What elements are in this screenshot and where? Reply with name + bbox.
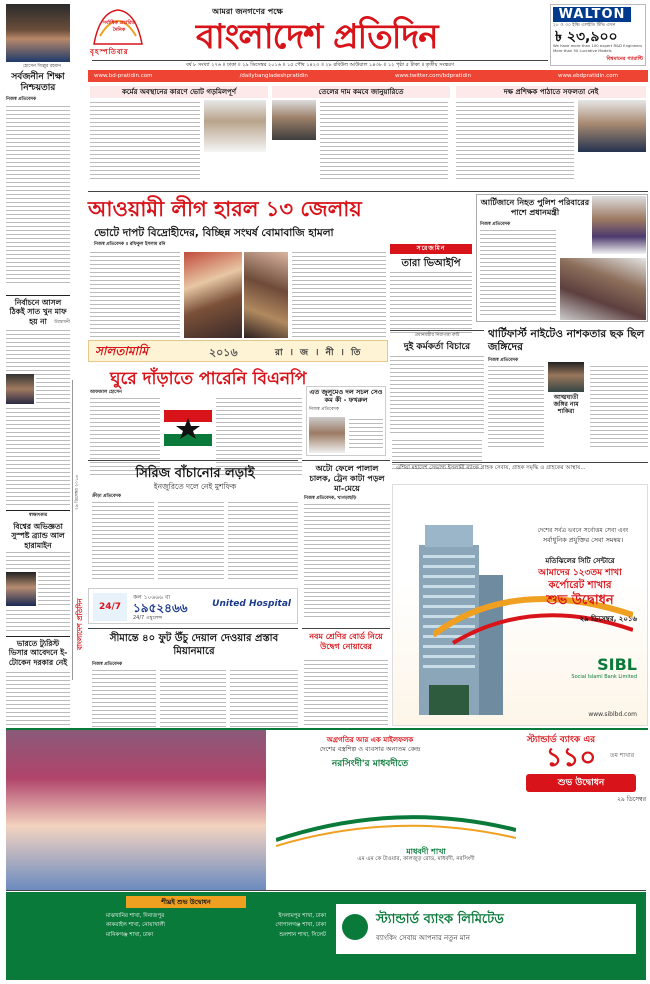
- sibl-right-1: দেশের সর্বত্র ভবনে সর্বোত্তম সেবা এবং: [537, 527, 629, 534]
- std-logo-icon: [342, 914, 368, 940]
- textile-photo: [6, 730, 266, 890]
- sibl-date: ২৯ ডিসেম্বর, ২০১৬: [579, 615, 637, 623]
- left-byline-1: নিজস্ব প্রতিবেদক: [6, 97, 37, 102]
- upcoming-branch-3: কাকরাইল শাখা, নোয়াখালী: [106, 922, 165, 929]
- social-bar: [88, 70, 648, 82]
- walton-note1: We have more than 100 expert R&D Engineers: [553, 42, 643, 48]
- left-byline-2: উদ্বোধনী: [54, 320, 70, 325]
- sibl-brand: SIBL: [597, 655, 637, 674]
- side-date: ২৯ ডিসেম্বর ২০১৬: [75, 475, 80, 510]
- hospital-brand: United Hospital: [212, 599, 291, 609]
- walton-ad[interactable]: [550, 4, 646, 66]
- std-upcoming-list: [106, 912, 326, 940]
- artisan-headline[interactable]: থার্টিফার্স্ট নাইটেও নাশকতার ছক ছিল জঙ্গিদের: [488, 328, 645, 353]
- sibl-ad[interactable]: [392, 484, 648, 726]
- top-strip-head-3[interactable]: দক্ষ প্রশিক্ষক পাঠাতে সফলতা নেই: [456, 86, 646, 98]
- left-body-6: [38, 572, 70, 608]
- lead-body-1: [90, 252, 180, 352]
- lead-photo-1: [184, 252, 242, 338]
- artisan-photo-1: [548, 362, 584, 392]
- left-headline-1[interactable]: সর্বজনীন শিক্ষা নিশ্চয়তার: [11, 72, 65, 93]
- pm-headline[interactable]: আর্টিজানে নিহত পুলিশ পরিবারের পাশে প্রধানমন্ত্রী: [480, 198, 590, 217]
- auto-body: [304, 504, 390, 620]
- left-body-3: [36, 374, 70, 406]
- security-body: [390, 356, 484, 436]
- std-line-3: নরসিংদী'র মাধবদীতে: [331, 759, 409, 769]
- artisan-byline: নিজস্ব প্রতিবেদক: [488, 358, 519, 363]
- sibl-right-4: আমাদের ১২৩তম শাখা: [538, 568, 622, 578]
- web-link[interactable]: www.bd-pratidin.com: [94, 73, 153, 79]
- issue-line: বর্ষ ৮ সংখ্যা ২৭৬ ॥ ঢাকা ॥ ২৯ ডিসেম্বর ২০১৬ ॥ ১৫ পৌষ ১৪২৩ ॥ ২৮ রবিউল আউয়াল ১৪৩৮ ॥ ১২ পৃষ্ঠা ৫ টাকা ॥ তৃতীয় সংস্করণ: [186, 62, 454, 68]
- pm-photo-1: [592, 196, 646, 254]
- auto-byline: নিজস্ব প্রতিবেদক, খাগড়াছড়ি: [304, 496, 357, 501]
- upcoming-branch-5: মানিকগঞ্জ শাখা, ঢাকা: [106, 931, 154, 938]
- left-headline-2[interactable]: নির্বাচনে আসল ঠিকই সাত খুন মাফ হয় না: [9, 298, 67, 326]
- badge-text: সর্বাধিক প্রচারিত দৈনিক: [102, 20, 136, 33]
- twitter-link[interactable]: www.twitter.com/bdpratidin: [394, 73, 471, 79]
- left-body-2: [6, 330, 70, 378]
- epaper-link[interactable]: www.ebdpratidin.com: [558, 73, 618, 79]
- top-strip-body-1: [90, 102, 200, 182]
- std-line-1: অগ্রগতির আর এক মাইলফলক: [326, 736, 414, 744]
- hospital-number: ১৯৫২৪৬৬: [133, 601, 188, 615]
- top-strip-body-2: [320, 102, 448, 182]
- std-bottom-band: [6, 892, 646, 980]
- lead-photo-2: [244, 252, 288, 338]
- std-address: এম এম কে টাওয়ার, কালজুড় রোড, মাধবদী, নরসিংদী: [357, 856, 475, 862]
- lead-body-2: [292, 252, 386, 352]
- sibl-top-strip: [392, 462, 648, 482]
- side-paper-name: বাংলাদেশ প্রতিদিন: [76, 598, 84, 650]
- myanmar-headline[interactable]: সীমান্তে ৪০ ফুট উঁচু দেয়াল দেওয়ার প্রস্তাব মিয়ানমারে: [109, 633, 279, 657]
- walton-note2: More than 50 Lucrative Models: [553, 47, 612, 53]
- cricket-headline[interactable]: সিরিজ বাঁচানোর লড়াই: [135, 466, 255, 481]
- pm-byline: নিজস্ব প্রতিবেদক: [480, 222, 511, 227]
- left-body-7: [6, 610, 70, 634]
- left-body-1: [6, 106, 70, 286]
- bnp-flag-icon: [164, 410, 212, 446]
- columnist-photo: [6, 4, 70, 62]
- fakhrul-byline: নিজস্ব প্রতিবেদক: [309, 406, 340, 412]
- std-right-1: স্ট্যান্ডার্ড ব্যাংক এর: [526, 735, 596, 745]
- bnp-headline[interactable]: ঘুরে দাঁড়াতে পারেনি বিএনপি: [110, 369, 307, 389]
- std-big-suffix: তম শাখার: [610, 752, 635, 759]
- walton-footer: বিশ্বমানের গ্যারান্টি: [606, 56, 643, 62]
- fakhrul-headline[interactable]: এত জুলুমেও দল সচল সেও কম কী - ফখরুল: [309, 388, 383, 404]
- security-story: [390, 330, 484, 354]
- year-review-year: ২০১৬: [209, 346, 238, 359]
- ambulance-badge: 24/7: [93, 593, 127, 621]
- cricket-byline: ক্রীড়া প্রতিবেদক: [92, 494, 121, 499]
- security-kicker: প্রধানমন্ত্রীর নিরাপত্তা রুটি: [414, 333, 460, 338]
- hospital-label: 24/7 এম্বুলেন্স: [133, 615, 163, 621]
- upcoming-branch-6: শুলশান শাখা, সিলেট: [279, 931, 326, 938]
- hospital-ad[interactable]: [88, 588, 298, 624]
- std-date: ২৯ ডিসেম্বর: [616, 796, 646, 803]
- upcoming-branch-1: মাঝখানির শাখা, দিনাজপুর: [106, 913, 165, 919]
- top-strip-photo-2: [272, 100, 316, 140]
- upcoming-branch-4: গোপালগঞ্জ শাখা, ঢাকা: [275, 922, 326, 929]
- artisan-body-1: [488, 366, 544, 450]
- upcoming-branch-2: ইসলামপুর শাখা, ঢাকা: [278, 913, 326, 919]
- lead-headline[interactable]: আওয়ামী লীগ হারল ১৩ জেলায়: [88, 197, 362, 221]
- circulation-badge: [90, 6, 200, 66]
- year-review-banner: [88, 340, 388, 362]
- sibl-top-text: এশিয়া মহাদেশ সেভাগ্য ইসলামী ব্যাংক গ্রাহক সেবায়, গ্রাহক সমৃদ্ধি ও গ্রাহকের আস্থায়...: [396, 465, 586, 471]
- sibl-logo: [567, 655, 643, 680]
- auto-headline[interactable]: অটো ফেলে পালাল চালক, ট্রেন কাটা পড়ল মা-মেয়ে: [309, 464, 385, 493]
- weekday: বৃহস্পতিবার: [90, 48, 129, 56]
- walton-line1: ২৮ ও ৩০ ইঞ্চি এলইডি টিভি এখন: [553, 23, 616, 28]
- lead-byline: নিজস্ব প্রতিবেদক ॥ রফিকুল ইসলাম রনি: [94, 242, 166, 247]
- left-photo-2: [6, 374, 34, 404]
- sibl-right-6: শুভ উদ্বোধন: [546, 593, 614, 608]
- lead-subhead[interactable]: ভোটে দাপট বিদ্রোহীদের, বিচ্ছিন্ন সংঘর্ষ বোমাবাজি হামলা: [94, 227, 334, 239]
- onsite-headline[interactable]: তারা ভিআইপি: [401, 258, 461, 269]
- left-photo-3: [6, 572, 36, 606]
- sibl-right-5: কর্পোরেট শাখার: [548, 580, 612, 591]
- cricket-subhead[interactable]: ইনজুরিতে দলে নেই মুশফিক: [153, 482, 237, 491]
- fakhrul-box: [306, 386, 386, 456]
- std-logo-box: [336, 904, 636, 954]
- top-strip-photo-3: [578, 100, 646, 152]
- cricket-body-2: [158, 502, 224, 582]
- cricket-body-1: [92, 502, 154, 582]
- top-strip-photo-1: [204, 100, 266, 152]
- pm-body-1: [480, 230, 556, 318]
- ribbon-icon: [276, 810, 516, 850]
- left-body-5: [6, 552, 70, 572]
- onsite-box-label: সরেজমিন: [390, 244, 472, 254]
- photo-caption: হোসেন জিল্লুর রহমান: [22, 64, 62, 69]
- interview-label: স্বাক্ষাৎকার: [28, 513, 48, 518]
- year-review-section: রা । জ । নী । তি: [275, 348, 363, 358]
- tagline: আমরা জনগণের পক্ষে: [212, 7, 283, 16]
- security-headline[interactable]: দুই কর্মকর্তা বিচারে: [403, 341, 471, 352]
- board-headline[interactable]: নবম শ্রেণির বোর্ড নিয়ে উদ্বেগ নোয়াবের: [309, 632, 383, 651]
- paper-title[interactable]: বাংলাদেশ প্রতিদিন: [196, 17, 438, 57]
- top-strip-head-2[interactable]: তেলের দাম কমবে জানুয়ারিতে: [272, 86, 450, 98]
- sibl-right-3: মতিঝিলের সিটি সেন্টারে: [545, 557, 615, 565]
- left-headline-3[interactable]: বিশ্বের অভিজ্ঞতা সুস্পষ্ট ব্র্যান্ড আল হারামাইন: [11, 522, 65, 550]
- sibl-right-2: সর্বাধুনিক প্রযুক্তির সেবা সমন্বয়।: [542, 536, 624, 544]
- myanmar-byline: নিজস্ব প্রতিবেদক: [92, 662, 123, 667]
- hospital-call: কল ১০৬৬৬ বা: [133, 594, 171, 601]
- std-bank-tag: ব্যাংকিং সেবায় আপনার নতুন মান: [376, 934, 470, 942]
- artisan-quote[interactable]: আত্মঘাতী জঙ্গির নাম শাকিরা: [553, 394, 579, 416]
- standard-bank-ad[interactable]: [6, 728, 648, 890]
- std-swoosh: [276, 810, 516, 850]
- facebook-link[interactable]: /dailybangladeshpratidin: [239, 73, 308, 79]
- std-upcoming: শীঘ্রই শুভ উদ্বোধন: [126, 896, 246, 908]
- sibl-url[interactable]: www.siblbd.com: [588, 711, 637, 718]
- std-line-2: দেশের বস্ত্রশিল্প ও ব্যবসার অন্যতম কেন্দ্র: [319, 745, 421, 753]
- top-strip-body-3: [456, 102, 574, 182]
- std-opening: শুভ উদ্বোধন: [526, 774, 636, 792]
- onsite-body: [390, 272, 472, 336]
- std-big-number: ১১০: [545, 743, 597, 773]
- std-bank-name: স্ট্যান্ডার্ড ব্যাংক লিমিটেড: [376, 912, 504, 927]
- std-branch: মাধবদী শাখা: [406, 847, 446, 856]
- side-strip: [72, 380, 84, 680]
- left-headline-4[interactable]: ভারতে ট্যুরিস্ট ভিসার আবেদনে ই-টোকেন দরকার নেই: [8, 639, 68, 667]
- cricket-body-3: [228, 502, 298, 582]
- year-review-label: সালতামামি: [95, 344, 149, 358]
- fakhrul-photo: [309, 417, 345, 453]
- bnp-flag: [164, 410, 212, 446]
- top-strip-head-1[interactable]: কর্মের অবস্থানের কারণে ভোট গড়মিলপূর্ণ: [90, 86, 268, 98]
- walton-logo: WALTON: [553, 7, 631, 22]
- left-body-4: [6, 408, 70, 508]
- walton-price: ৳ ২৩,৯০০: [555, 28, 618, 45]
- bnp-byline: আফজাল হোসেন: [90, 390, 122, 395]
- pm-photo-2: [560, 258, 646, 320]
- sibl-brand-full: Social Islami Bank Limited: [571, 674, 637, 680]
- artisan-body-2: [590, 366, 648, 450]
